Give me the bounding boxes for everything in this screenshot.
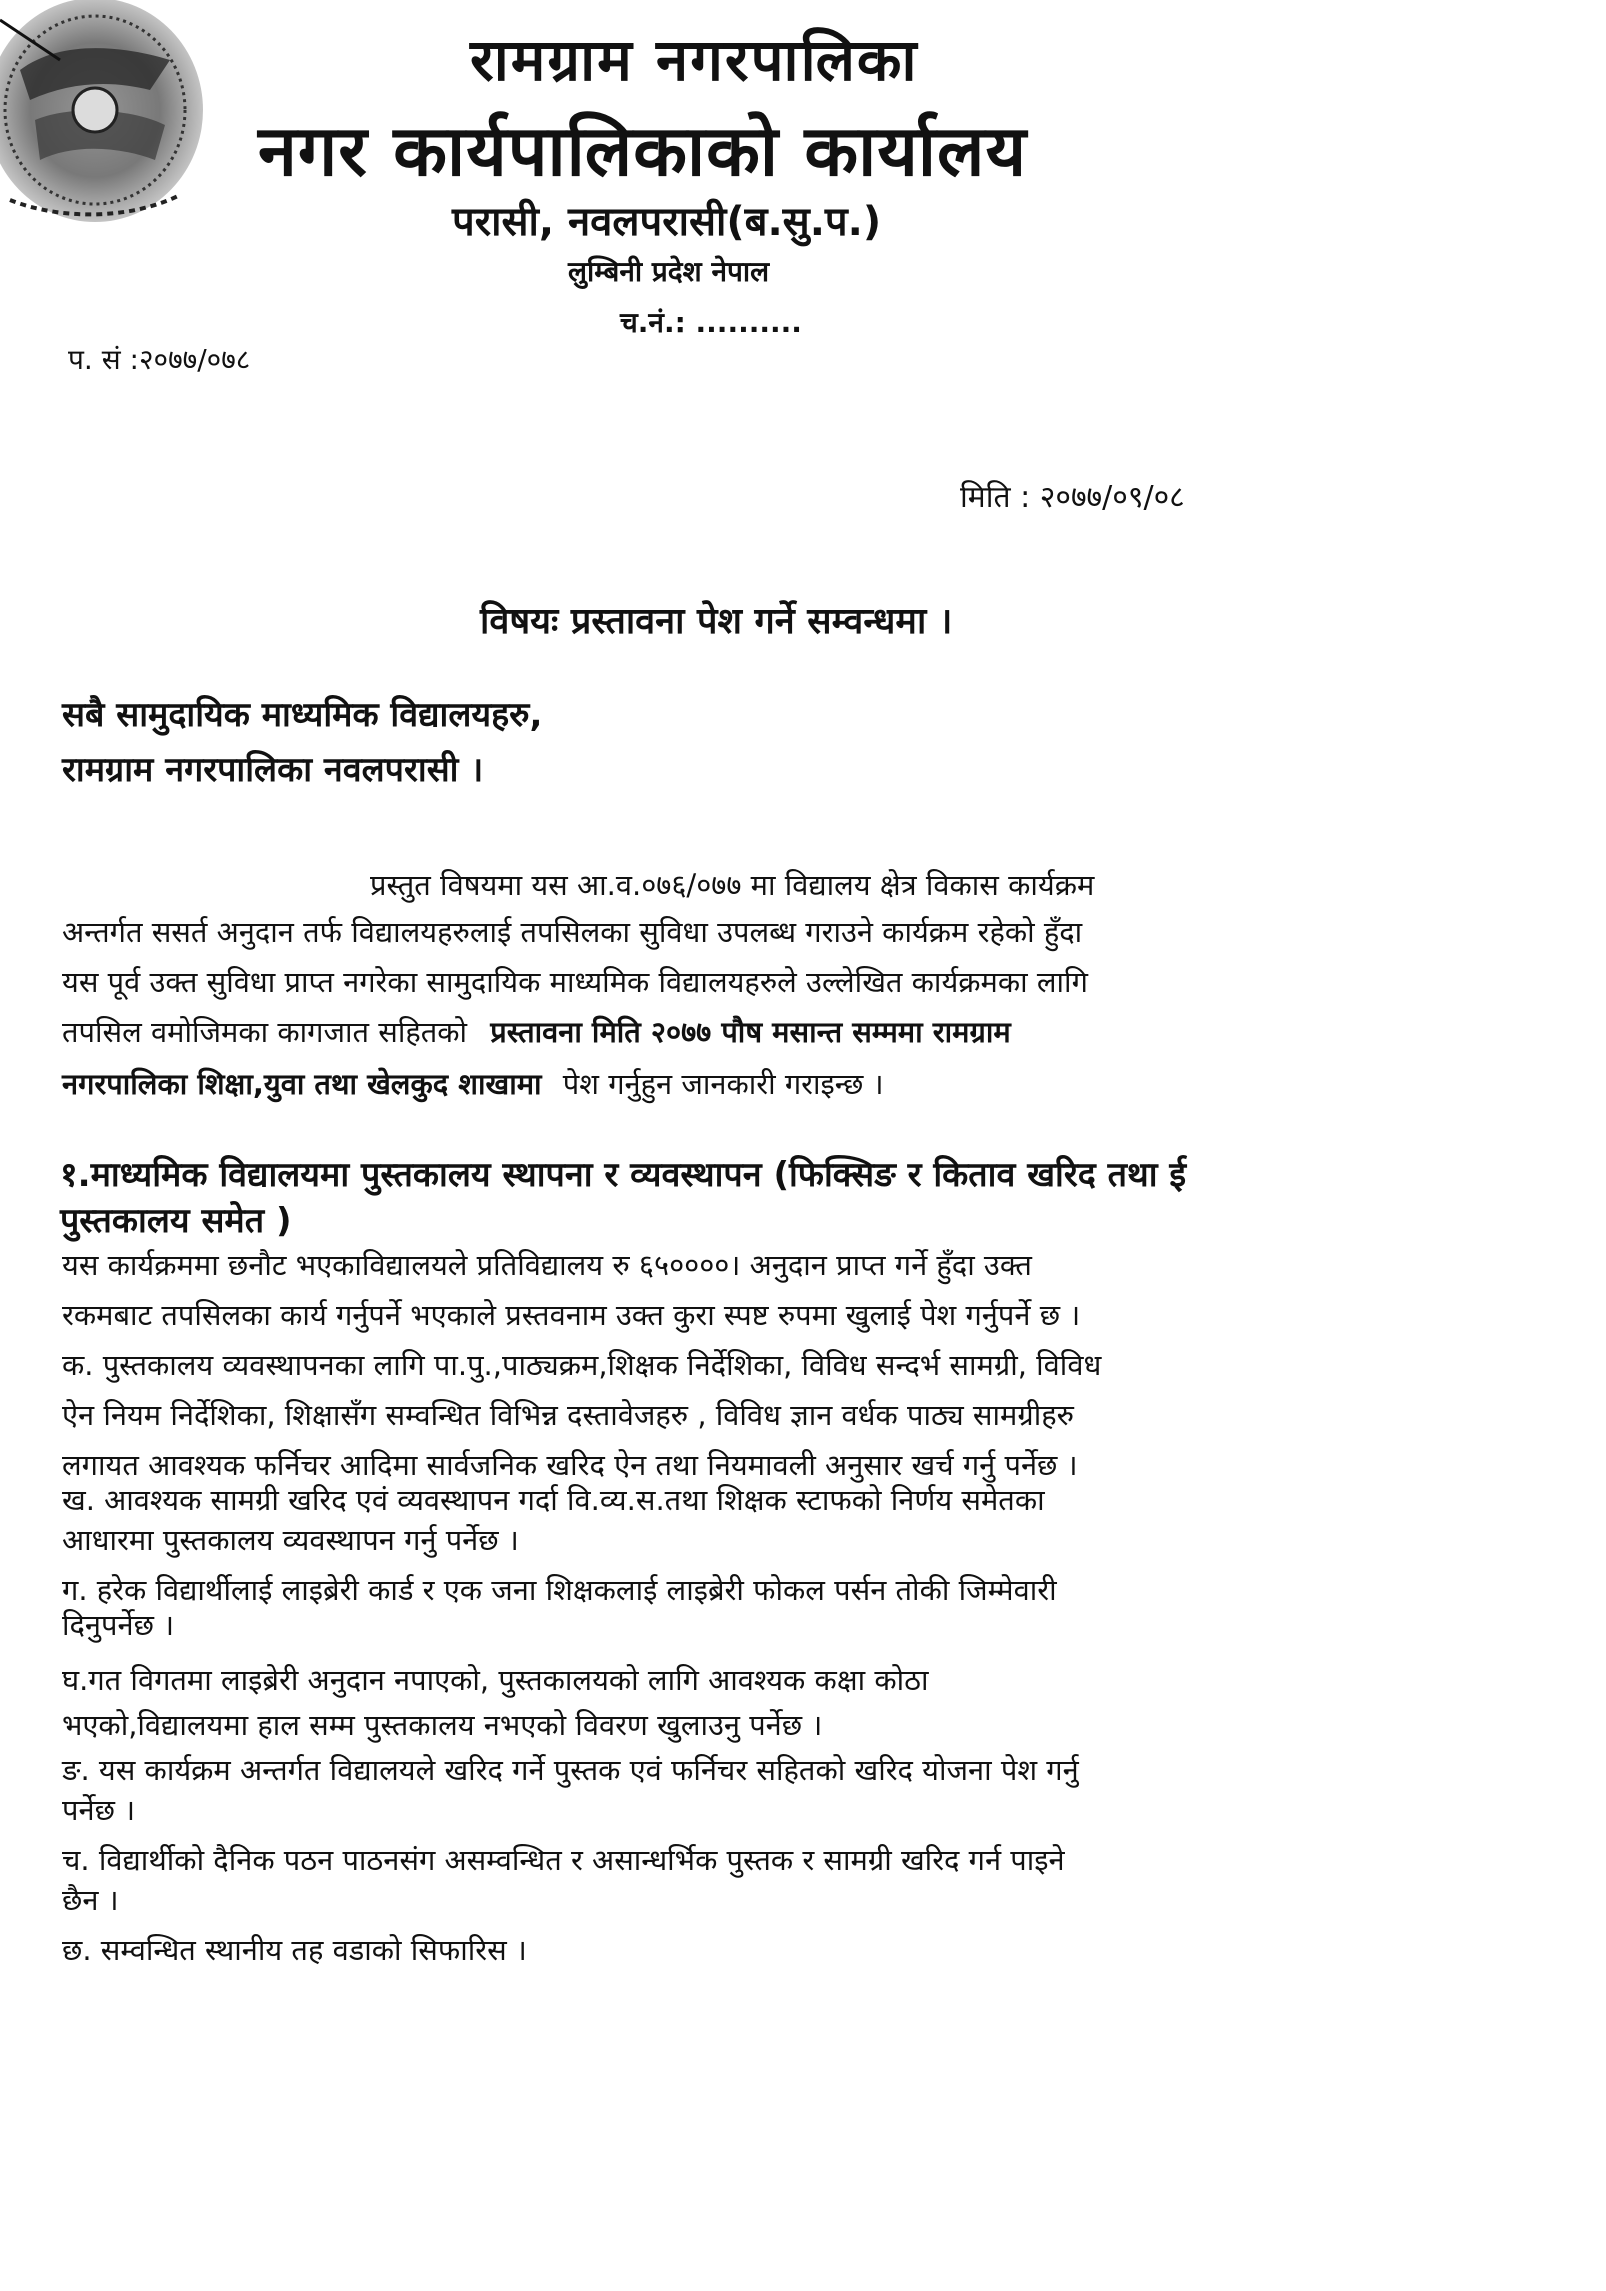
section-line: ङ. यस कार्यक्रम अन्तर्गत विद्यालयले खरिद गर्ने पुस्तक एवं फर्निचर सहितको खरिद योजना पेश गर्नु	[62, 1753, 1079, 1787]
intro-line	[62, 1064, 884, 1103]
office-name: नगर कार्यपालिकाको कार्यालय	[258, 109, 1028, 192]
intro-line: प्रस्तुत विषयमा यस आ.व.०७६/०७७ मा विद्यालय क्षेत्र विकास कार्यक्रम	[370, 868, 1095, 902]
intro-text: तपसिल वमोजिमका कागजात सहितको	[62, 1015, 468, 1049]
section-heading: पुस्तकालय समेत )	[60, 1201, 292, 1241]
intro-branch: नगरपालिका शिक्षा,युवा तथा खेलकुद शाखामा	[62, 1067, 542, 1101]
section-line: च. विद्यार्थीको दैनिक पठन पाठनसंग असम्वन्धित र असान्धर्भिक पुस्तक र सामग्री खरिद गर्न पाइने	[62, 1843, 1065, 1877]
intro-text: पेश गर्नुहुन जानकारी गराइन्छ ।	[562, 1067, 884, 1101]
section-heading: १.माध्यमिक विद्यालयमा पुस्तकालय स्थापना र व्यवस्थापन (फिक्सिङ र किताव खरिद तथा ई	[60, 1155, 1187, 1195]
government-emblem-icon	[0, 0, 210, 230]
section-line: आधारमा पुस्तकालय व्यवस्थापन गर्नु पर्नेछ ।	[62, 1523, 519, 1557]
section-line: लगायत आवश्यक फर्निचर आदिमा सार्वजनिक खरिद ऐन तथा नियमावली अनुसार खर्च गर्नु पर्नेछ ।	[62, 1448, 1078, 1482]
intro-line: यस पूर्व उक्त सुविधा प्राप्त नगरेका सामुदायिक माध्यमिक विद्यालयहरुले उल्लेखित कार्यक्रमका लागि	[62, 965, 1088, 999]
intro-deadline: प्रस्तावना मिति २०७७ पौष मसान्त सम्ममा रामग्राम	[490, 1015, 1011, 1049]
section-line: छैन ।	[62, 1883, 119, 1917]
section-line: दिनुपर्नेछ ।	[62, 1608, 175, 1642]
section-line: क. पुस्तकालय व्यवस्थापनका लागि पा.पु.,पाठ्यक्रम,शिक्षक निर्देशिका, विविध सन्दर्भ सामग्री, विविध	[62, 1348, 1102, 1382]
letter-date: मिति : २०७७/०९/०८	[960, 480, 1185, 515]
section-line: यस कार्यक्रममा छनौट भएकाविद्यालयले प्रतिविद्यालय रु ६५००००। अनुदान प्राप्त गर्ने हुँदा उक्त	[62, 1248, 1032, 1282]
section-line: पर्नेछ ।	[62, 1793, 136, 1827]
section-line: ग. हरेक विद्यार्थीलाई लाइब्रेरी कार्ड र एक जना शिक्षकलाई लाइब्रेरी फोकल पर्सन तोकी जिम्मेवारी	[62, 1573, 1057, 1607]
section-line: छ. सम्वन्धित स्थानीय तह वडाको सिफारिस ।	[62, 1933, 527, 1967]
office-location: परासी, नवलपरासी(ब.सु.प.)	[452, 199, 882, 245]
section-line: ऐन नियम निर्देशिका, शिक्षासँग सम्वन्धित विभिन्न दस्तावेजहरु , विविध ज्ञान वर्धक पाठ्य सामग्रीहरु	[62, 1398, 1074, 1432]
section-line: ख. आवश्यक सामग्री खरिद एवं व्यवस्थापन गर्दा वि.व्य.स.तथा शिक्षक स्टाफको निर्णय समेतका	[62, 1483, 1045, 1517]
province-name: लुम्बिनी प्रदेश नेपाल	[568, 255, 770, 288]
section-line: घ.गत विगतमा लाइब्रेरी अनुदान नपाएको, पुस्तकालयको लागि आवश्यक कक्षा कोठा	[62, 1663, 929, 1697]
chalan-number: च.नं.: ..........	[620, 306, 802, 339]
addressee-line: सबै सामुदायिक माध्यमिक विद्यालयहरु,	[62, 695, 543, 735]
intro-line: अन्तर्गत ससर्त अनुदान तर्फ विद्यालयहरुलाई तपसिलका सुविधा उपलब्ध गराउने कार्यक्रम रहेको हुँदा	[62, 915, 1083, 949]
letter-subject: विषयः प्रस्तावना पेश गर्ने सम्वन्धमा ।	[480, 601, 953, 642]
intro-line	[62, 1012, 1011, 1051]
letter-reference-number: प. सं :२०७७/०७८	[68, 343, 251, 376]
section-line: रकमबाट तपसिलका कार्य गर्नुपर्ने भएकाले प्रस्तवनाम उक्त कुरा स्पष्ट रुपमा खुलाई पेश गर्नुपर्ने छ ।	[62, 1298, 1081, 1332]
municipality-name: रामग्राम नगरपालिका	[470, 26, 919, 94]
addressee-line: रामग्राम नगरपालिका नवलपरासी ।	[62, 750, 484, 790]
section-line: भएको,विद्यालयमा हाल सम्म पुस्तकालय नभएको विवरण खुलाउनु पर्नेछ ।	[62, 1708, 823, 1742]
